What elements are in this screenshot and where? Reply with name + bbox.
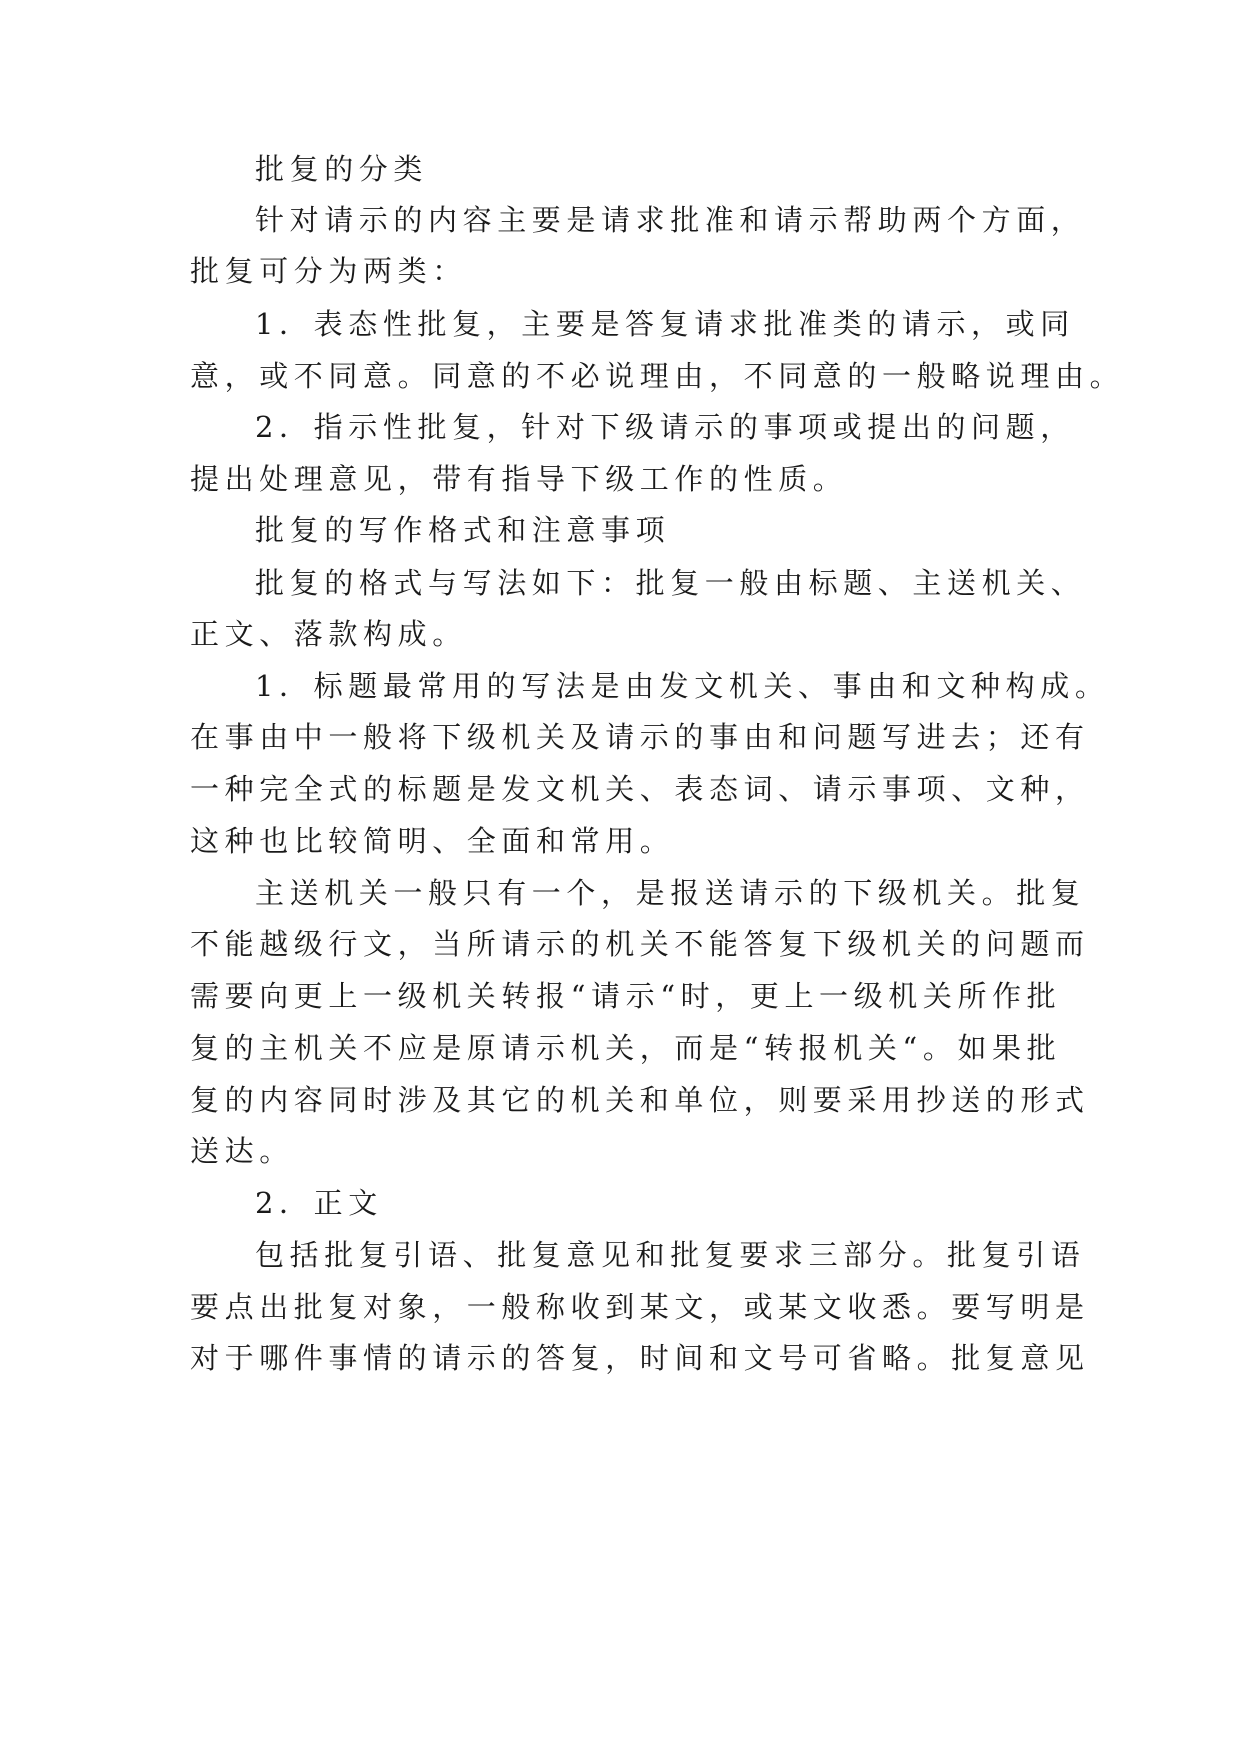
paragraph-line: 提出处理意见，带有指导下级工作的性质。 (190, 462, 848, 496)
paragraph-line: 要点出批复对象，一般称收到某文，或某文收悉。要写明是 (190, 1290, 1090, 1324)
paragraph-line: 复的主机关不应是原请示机关，而是“转报机关“。如果批 (190, 1031, 1062, 1065)
section-heading-format: 批复的写作格式和注意事项 (255, 513, 671, 547)
paragraph-line: 对于哪件事情的请示的答复，时间和文号可省略。批复意见 (190, 1341, 1090, 1375)
paragraph-line: 针对请示的内容主要是请求批准和请示帮助两个方面， (255, 203, 1086, 237)
paragraph-line: 1．标题最常用的写法是由发文机关、事由和文种构成。 (255, 669, 1110, 703)
subsection-heading-body: 2．正文 (255, 1186, 383, 1220)
paragraph-line: 2．指示性批复，针对下级请示的事项或提出的问题， (255, 410, 1075, 444)
paragraph-line: 在事由中一般将下级机关及请示的事由和问题写进去；还有 (190, 720, 1090, 754)
paragraph-line: 需要向更上一级机关转报“请示“时，更上一级机关所作批 (190, 979, 1062, 1013)
paragraph-line: 包括批复引语、批复意见和批复要求三部分。批复引语 (255, 1238, 1086, 1272)
paragraph-line: 意，或不同意。同意的不必说理由，不同意的一般略说理由。 (190, 359, 1125, 393)
section-heading-classification: 批复的分类 (255, 152, 429, 186)
paragraph-line: 不能越级行文，当所请示的机关不能答复下级机关的问题而 (190, 927, 1090, 961)
paragraph-line: 这种也比较简明、全面和常用。 (190, 824, 675, 858)
paragraph-line: 送达。 (190, 1134, 294, 1168)
paragraph-line: 正文、落款构成。 (190, 617, 467, 651)
paragraph-line: 复的内容同时涉及其它的机关和单位，则要采用抄送的形式 (190, 1083, 1090, 1117)
paragraph-line: 批复的格式与写法如下：批复一般由标题、主送机关、 (255, 566, 1086, 600)
paragraph-line: 一种完全式的标题是发文机关、表态词、请示事项、文种， (190, 772, 1090, 806)
paragraph-line: 批复可分为两类： (190, 254, 467, 288)
paragraph-line: 1．表态性批复，主要是答复请求批准类的请示，或同 (255, 307, 1075, 341)
paragraph-line: 主送机关一般只有一个，是报送请示的下级机关。批复 (255, 876, 1086, 910)
